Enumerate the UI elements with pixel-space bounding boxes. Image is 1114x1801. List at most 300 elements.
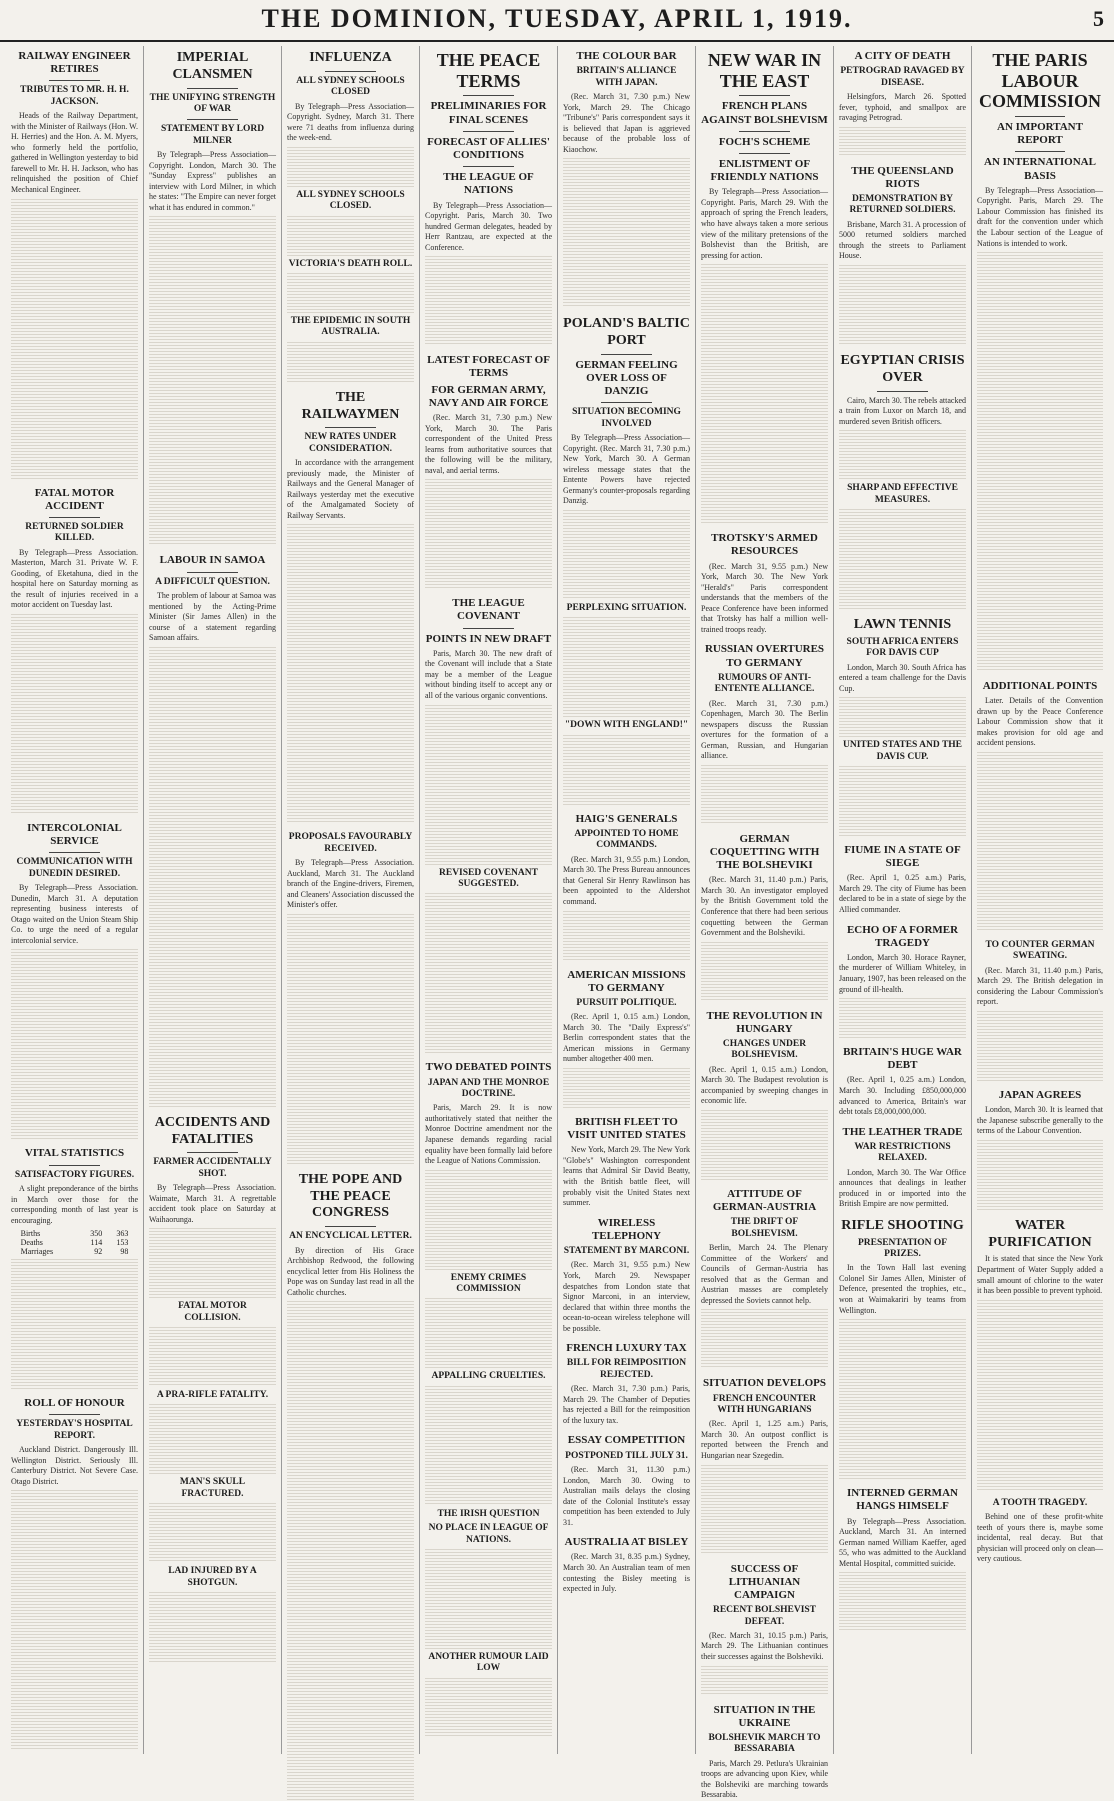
- article-trotsky: [701, 532, 828, 635]
- article-body: (Rec. March 31, 7.30 p.m.) Paris, March 29. The Chamber of Deputies has rejected a Bill for the reimposition of the luxury tax.: [563, 1384, 690, 1425]
- subheadline: RUSSIAN OVERTURES TO GERMANY: [704, 643, 825, 669]
- rule: [1015, 151, 1065, 152]
- article-body: The problem of labour at Samoa was mentioned by the Acting-Prime Minister (Sir James Allen) in the course of a statement regarding Samoan affairs.: [149, 591, 276, 643]
- article-body: Behind one of these profit-white teeth of yours there is, maybe some incidental, real decay. But that physician will proceed only on clean—very cautious.: [977, 1511, 1103, 1564]
- subheadline: "DOWN WITH ENGLAND!": [564, 720, 689, 731]
- table-cell: Births: [20, 1229, 41, 1239]
- article-covenant: [425, 597, 552, 1053]
- subheadline: FRENCH PLANS AGAINST BOLSHEVISM: [701, 100, 828, 126]
- subheadline: GERMAN COQUETTING WITH THE BOLSHEVIKI: [709, 832, 820, 872]
- text-block: [839, 998, 966, 1038]
- subheadline: RECENT BOLSHEVIST DEFEAT.: [712, 1605, 817, 1627]
- text-block: [425, 705, 552, 865]
- subheadline: FATAL MOTOR COLLISION.: [178, 1301, 247, 1323]
- table-row: [19, 1229, 131, 1238]
- subheadline: YESTERDAY'S HOSPITAL REPORT.: [16, 1419, 133, 1441]
- text-block: [701, 1465, 828, 1555]
- article-body: London, March 30. It is learned that the Japanese subscribe generally to the terms of the Labour Convention.: [977, 1105, 1103, 1136]
- column-5: [558, 46, 696, 1754]
- text-block: [149, 1503, 276, 1563]
- rule: [463, 131, 514, 132]
- article-body: (Rec. March 31, 9.55 p.m.) New York, March 29. Newspaper despatches from London state that Signor Marconi, in an interview, declared that within three months the ocean-to-ocean wireless telephone will be possible.: [563, 1260, 690, 1333]
- text-block: [839, 697, 966, 737]
- article-labour: [977, 50, 1103, 672]
- subheadline: ENLISTMENT OF FRIENDLY NATIONS: [710, 157, 819, 184]
- subheadline: LATEST FORECAST OF TERMS: [427, 354, 550, 380]
- article-body: Heads of the Railway Department, with the Minister of Railways (Hon. W. H. Herries) and the Hon. A. M. Myers, who formerly held the portfolio, gathered in Wellington yesterday to bid farewell to Mr. H. H. Jackson, who has relinquished the position of Chief Mechanical Engineer.: [11, 111, 138, 194]
- subheadline: TO COUNTER GERMAN SWEATING.: [985, 940, 1095, 962]
- subheadline: BOLSHEVIK MARCH TO BESSARABIA: [708, 1732, 821, 1755]
- table-cell: 98: [120, 1247, 129, 1257]
- headline: RIFLE SHOOTING: [841, 1217, 964, 1233]
- article-body: By Telegraph—Press Association—Copyright. Paris, March 29. The Labour Commission has finished its draft for the convention under which the Labour section of the League of Nations is intended to work.: [977, 185, 1103, 248]
- subheadline: JAPAN AGREES: [998, 1088, 1082, 1101]
- headline: IMPERIAL CLANSMEN: [172, 50, 253, 82]
- headline: INTERCOLONIAL SERVICE: [27, 821, 122, 848]
- article-body: (Rec. April 1, 0.15 a.m.) London, March 30. The "Daily Express's" Berlin correspondent states that the American missions in Germany number altogether 400 men.: [563, 1012, 690, 1064]
- article-city: [839, 50, 966, 157]
- text-block: [839, 265, 966, 345]
- subheadline: THE IRISH QUESTION: [437, 1508, 540, 1519]
- rule: [325, 427, 376, 428]
- article-body: Paris, March 30. The new draft of the Covenant will include that a State may be a member of the League without binding itself to accept any or all of the various organic conventions.: [425, 648, 552, 701]
- masthead-title: THE DOMINION, TUESDAY, APRIL 1, 1919.: [261, 4, 853, 33]
- subheadline: THE LEATHER TRADE: [842, 1125, 963, 1138]
- column-2: [144, 46, 282, 1754]
- headline: AMERICAN MISSIONS TO GERMANY: [567, 968, 686, 994]
- article-body: (Rec. March 31, 7.30 p.m.) Copenhagen, March 30. The Berlin newspapers discuss the Russian overtures for the formation of a German, Russian, and Hungarian alliance.: [701, 698, 828, 761]
- text-block: [701, 1110, 828, 1180]
- column-4: [420, 46, 558, 1754]
- rule: [187, 88, 238, 89]
- subheadline: TWO DEBATED POINTS: [425, 1061, 552, 1074]
- subheadline: FARMER ACCIDENTALLY SHOT.: [153, 1157, 272, 1179]
- text-block: [839, 127, 966, 157]
- headline: WIRELESS TELEPHONY: [591, 1216, 662, 1242]
- subheadline: SATISFACTORY FIGURES.: [14, 1169, 135, 1180]
- text-block: [977, 252, 1103, 672]
- rule: [49, 517, 100, 518]
- headline: VITAL STATISTICS: [24, 1147, 125, 1160]
- table-cell: 153: [116, 1238, 129, 1248]
- article-lithuanian: [701, 1563, 828, 1696]
- rule: [49, 1165, 100, 1166]
- article-tennis: [839, 617, 966, 836]
- article-body: By direction of His Grace Archbishop Redwood, the following encyclical letter from His Holiness the Pope was on Sunday last read in all the Catholic churches.: [287, 1245, 414, 1297]
- text-block: [839, 766, 966, 836]
- subheadline: THE LEAGUE OF NATIONS: [443, 171, 534, 197]
- article-body: By Telegraph—Press Association—Copyright. London, March 30. The "Sunday Express" publishes an interview with Lord Milner, in which he states: "The Empire can never forget what it has endured in common.": [149, 150, 276, 212]
- headline: HAIG'S GENERALS: [575, 812, 678, 825]
- article-pope: [287, 1172, 414, 1801]
- stats-table: [19, 1229, 131, 1256]
- text-block: [977, 1011, 1103, 1081]
- text-block: [149, 1592, 276, 1662]
- article-body: Auckland District. Dangerously Ill. Wellington District. Seriously Ill. Canterbury District. Not Severe Case. Otago District.: [11, 1445, 138, 1486]
- article-leather: [839, 1126, 966, 1210]
- subheadline: TROTSKY'S ARMED RESOURCES: [711, 532, 818, 558]
- rule: [187, 572, 238, 573]
- headline: ROLL OF HONOUR: [24, 1397, 125, 1410]
- article-proposals: [287, 832, 414, 1164]
- headline: LABOUR IN SAMOA: [159, 554, 266, 567]
- text-block: [149, 216, 276, 546]
- article-body: (Rec. March 31, 11.30 p.m.) London, March 30. Owing to Australian mails delays the closing date of the Colonial Institute's essay competition has been extended to July 31.: [563, 1464, 690, 1527]
- headline: EGYPTIAN CRISIS OVER: [840, 352, 965, 385]
- article-body: (Rec. April 1, 1.25 a.m.) Paris, March 30. An outpost conflict is reported between the French and Hungarian near Szegedin.: [701, 1419, 828, 1461]
- headline: A CITY OF DEATH: [854, 50, 951, 62]
- article-vital: [11, 1147, 138, 1389]
- subheadline: AN INTERNATIONAL BASIS: [984, 156, 1096, 182]
- subheadline: SUCCESS OF LITHUANIAN CAMPAIGN: [728, 1562, 801, 1601]
- article-situation: [701, 1377, 828, 1554]
- article-body: (Rec. March 31, 8.35 p.m.) Sydney, March 30. An Australian team of men contesting the Bisley meeting is expected in July.: [563, 1552, 690, 1594]
- text-block: [839, 1319, 966, 1479]
- article-body: (Rec. April 1, 0.15 a.m.) London, March 30. The Budapest revolution is accompanied by sweeping changes in economic life.: [701, 1064, 828, 1106]
- subheadline: REVISED COVENANT SUGGESTED.: [439, 867, 538, 889]
- article-american: [563, 969, 690, 1109]
- article-tooth: [977, 1498, 1103, 1565]
- article-luxury: [563, 1342, 690, 1426]
- subheadline: FIUME IN A STATE OF SIEGE: [844, 843, 961, 870]
- masthead: [0, 0, 1114, 42]
- article-coquetting: [701, 833, 828, 1002]
- table-cell: 350: [90, 1229, 103, 1239]
- headline: THE PARIS LABOUR COMMISSION: [978, 50, 1101, 112]
- article-body: By Telegraph—Press Association—Copyright. (Rec. March 31, 7.30 p.m.) New York, March 30. A German wireless message states that the Entente Powers have rejected Germany's counter-proposals regarding Danzig.: [563, 433, 690, 506]
- article-essay: [563, 1434, 690, 1528]
- headline: AUSTRALIA AT BISLEY: [564, 1536, 689, 1549]
- headline: RAILWAY ENGINEER RETIRES: [18, 50, 131, 76]
- article-water: [977, 1218, 1103, 1490]
- text-block: [839, 509, 966, 609]
- text-block: [701, 765, 828, 825]
- article-body: (Rec. March 31, 9.55 p.m.) London, March 30. The Press Bureau announces that General Sir Henry Rawlinson has been appointed to the Aldershot command.: [563, 854, 690, 906]
- rule: [325, 1226, 376, 1227]
- article-austria: [701, 1188, 828, 1369]
- headline: FRENCH LUXURY TAX: [566, 1342, 687, 1355]
- text-block: [701, 942, 828, 1002]
- subheadline: APPALLING CRUELTIES.: [431, 1371, 546, 1382]
- subheadline: THE LEAGUE COVENANT: [452, 597, 525, 623]
- text-block: [11, 1490, 138, 1750]
- subheadline: GERMAN FEELING OVER LOSS OF DANZIG: [575, 358, 678, 398]
- article-body: By Telegraph—Press Association. Dunedin, March 31. A deputation representing business interests of Otago waited on the Union Steam Ship Co. to urge the need of a regular intercolonial service.: [11, 883, 138, 945]
- subheadline: PRELIMINARIES FOR FINAL SCENES: [430, 100, 547, 126]
- article-forecast: [425, 354, 552, 589]
- headline: BRITISH FLEET TO VISIT UNITED STATES: [567, 1116, 686, 1142]
- article-body: By Telegraph—Press Association. Masterton, March 31. Private W. F. Gooding, of Eketahuna, died in the hospital here on Saturday morning as the result of injuries received in a motor accident on Tuesday last.: [11, 547, 138, 610]
- subheadline: ANOTHER RUMOUR LAID LOW: [428, 1651, 549, 1674]
- text-block: [287, 273, 414, 313]
- table-cell: Deaths: [20, 1238, 43, 1248]
- subheadline: PERPLEXING SITUATION.: [566, 603, 687, 614]
- subheadline: STATEMENT BY MARCONI.: [563, 1246, 690, 1257]
- article-poland: [563, 316, 690, 805]
- article-body: London, March 30. South Africa has entered a team challenge for the Davis Cup.: [839, 662, 966, 693]
- subheadline: THE EPIDEMIC IN SOUTH AUSTRALIA.: [290, 315, 411, 338]
- article-body: By Telegraph—Press Association. Auckland, March 31. The Auckland branch of the Engine-drivers, Firemen, and Cleaners' Association discussed the Minister's offer.: [287, 858, 414, 910]
- rule: [463, 166, 514, 167]
- subheadline: POINTS IN NEW DRAFT: [425, 632, 552, 645]
- page-number: 5: [1093, 6, 1104, 31]
- subheadline: DEMONSTRATION BY RETURNED SOLDIERS.: [849, 193, 956, 216]
- subheadline: BRITAIN'S ALLIANCE WITH JAPAN.: [576, 66, 677, 88]
- subheadline: INTERNED GERMAN HANGS HIMSELF: [847, 1487, 958, 1513]
- text-block: [287, 147, 414, 187]
- article-fleet: [563, 1116, 690, 1209]
- rule: [877, 391, 928, 392]
- subheadline: SITUATION IN THE UKRAINE: [713, 1703, 816, 1729]
- subheadline: AN ENCYCLICAL LETTER.: [289, 1231, 412, 1242]
- text-block: [287, 342, 414, 382]
- text-block: [563, 617, 690, 717]
- text-block: [425, 1298, 552, 1368]
- article-body: It is stated that since the New York Department of Water Supply added a small amount of chlorine to the water it has been possible to prevent typhoid.: [977, 1254, 1103, 1296]
- table-row: [19, 1238, 131, 1247]
- article-body: (Rec. March 31, 10.15 p.m.) Paris, March 29. The Lithuanian continues their successes against the Bolsheviki.: [701, 1630, 828, 1661]
- rule: [601, 402, 652, 403]
- headline: FATAL MOTOR ACCIDENT: [34, 486, 115, 512]
- rule: [463, 95, 514, 96]
- article-body: (Rec. March 31, 11.40 p.m.) Paris, March 30. An investigator employed by the British Government told the Conference that there had been serious coquetting between the German Government and the Bolsheviki.: [701, 875, 828, 938]
- article-hungary: [701, 1010, 828, 1180]
- article-body: Brisbane, March 31. A procession of 5000 returned soldiers marched through the streets to Parliament House.: [839, 219, 966, 261]
- headline: THE RAILWAYMEN: [301, 389, 400, 422]
- text-block: [149, 647, 276, 1107]
- text-block: [563, 158, 690, 308]
- subheadline: WAR RESTRICTIONS RELAXED.: [854, 1141, 951, 1164]
- article-body: Paris, March 29. It is now authoritatively stated that neither the Monroe Doctrine amendment nor the Japanese demands regarding racial equality have been formally laid before the League of Nations Commission.: [425, 1103, 552, 1166]
- rule: [49, 80, 100, 81]
- headline: POLAND'S BALTIC PORT: [563, 316, 690, 349]
- columns: [6, 46, 1108, 1800]
- subheadline: FRENCH ENCOUNTER WITH HUNGARIANS: [712, 1393, 817, 1415]
- subheadline: APPOINTED TO HOME COMMANDS.: [574, 828, 679, 851]
- text-block: [425, 1549, 552, 1649]
- subheadline: ALL SYDNEY SCHOOLS CLOSED.: [296, 189, 405, 212]
- article-body: London, March 30. The War Office announces that dealings in leather produced in or imported into the British Empire are now permitted.: [839, 1167, 966, 1209]
- subheadline: SOUTH AFRICA ENTERS FOR DAVIS CUP: [846, 636, 959, 659]
- subheadline: VICTORIA'S DEATH ROLL.: [288, 258, 413, 269]
- article-body: By Telegraph—Press Association. Waimate, March 31. A regrettable accident took place on Saturday at Waihaorunga.: [149, 1183, 276, 1224]
- article-accidents: [149, 1115, 276, 1662]
- headline: THE PEACE TERMS: [436, 50, 541, 91]
- headline: INFLUENZA: [309, 50, 392, 65]
- subheadline: RETURNED SOLDIER KILLED.: [25, 521, 124, 544]
- subheadline: JAPAN AND THE MONROE DOCTRINE.: [427, 1077, 550, 1099]
- article-peace: [425, 50, 552, 346]
- text-block: [563, 510, 690, 600]
- headline: LAWN TENNIS: [853, 616, 952, 632]
- article-bisley: [563, 1536, 690, 1594]
- article-body: In the Town Hall last evening Colonel Sir James Allen, Minister of Defence, presented the trophies, etc., won at Waimakariri by teams from Wellington.: [839, 1263, 966, 1315]
- article-colourbar: [563, 50, 690, 308]
- headline: WATER PURIFICATION: [988, 1217, 1092, 1250]
- subheadline: THE UNIFYING STRENGTH OF WAR: [149, 92, 276, 114]
- rule: [739, 131, 790, 132]
- article-influenza: [287, 50, 414, 382]
- article-haig: [563, 813, 690, 961]
- subheadline: ECHO OF A FORMER TRAGEDY: [846, 923, 959, 949]
- article-egypt: [839, 353, 966, 609]
- article-interned: [839, 1487, 966, 1632]
- article-body: By Telegraph—Press Association—Copyright. Sydney, March 31. There were 71 deaths from influenza during the week-end.: [287, 101, 414, 143]
- article-tragedy: [839, 924, 966, 1039]
- headline: NEW WAR IN THE EAST: [707, 50, 822, 91]
- subheadline: PURSUIT POLITIQUE.: [576, 997, 677, 1008]
- text-block: [701, 1666, 828, 1696]
- article-fiume: [839, 844, 966, 916]
- text-block: [425, 1386, 552, 1506]
- article-fatal: [11, 487, 138, 814]
- text-block: [11, 949, 138, 1139]
- subheadline: PETROGRAD RAVAGED BY DISEASE.: [840, 66, 965, 88]
- article-body: In accordance with the arrangement previously made, the Minister of Railways and the General Manager of Railways yesterday met the executive of the Amalgamated Society of Railway Servants.: [287, 458, 414, 520]
- subheadline: COMMUNICATION WITH DUNEDIN DESIRED.: [16, 857, 133, 879]
- text-block: [149, 1404, 276, 1474]
- column-1: [6, 46, 144, 1754]
- article-body: (Rec. March 31, 7.30 p.m.) New York, March 30. The Paris correspondent of the United Press learns from authoritative sources that the following will be the military, naval, and aerial terms.: [425, 412, 552, 475]
- column-8: [972, 46, 1108, 1754]
- table-row: [19, 1247, 131, 1256]
- subheadline: ENEMY CRIMES COMMISSION: [450, 1272, 527, 1294]
- text-block: [977, 1300, 1103, 1490]
- subheadline: SITUATION BECOMING INVOLVED: [572, 407, 681, 429]
- subheadline: UNITED STATES AND THE DAVIS CUP.: [842, 740, 963, 762]
- text-block: [563, 735, 690, 805]
- rule: [1015, 116, 1065, 117]
- subheadline: A PRA-RIFLE FATALITY.: [156, 1390, 269, 1401]
- subheadline: LAD INJURED BY A SHOTGUN.: [168, 1566, 257, 1588]
- article-body: London, March 30. Horace Rayner, the murderer of William Whiteley, in January, 1907, has been released on the ground of ill-health.: [839, 952, 966, 994]
- text-block: [563, 911, 690, 961]
- article-body: (Rec. April 1, 0.25 a.m.) London, March 30. Including £850,000,000 advanced to America, Britain's war debt totals £8,000,000,000.: [839, 1075, 966, 1117]
- subheadline: CHANGES UNDER BOLSHEVISM.: [722, 1039, 807, 1061]
- article-body: (Rec. March 31, 11.40 p.m.) Paris, March 29. The British delegation in considering the Labour Commission's report.: [977, 965, 1103, 1007]
- article-body: Cairo, March 30. The rebels attacked a train from Luxor on March 18, and murdered seven British officers.: [839, 395, 966, 426]
- rule: [49, 1414, 100, 1415]
- headline: THE COLOUR BAR: [576, 50, 677, 62]
- text-block: [425, 1170, 552, 1270]
- article-intercolonial: [11, 822, 138, 1139]
- table-cell: 92: [94, 1247, 103, 1257]
- text-block: [425, 256, 552, 346]
- subheadline: ADDITIONAL POINTS: [982, 680, 1098, 693]
- text-block: [425, 893, 552, 1053]
- rule: [463, 628, 514, 629]
- article-body: A slight preponderance of the births in March over those for the corresponding month of last year is encouraging.: [11, 1183, 138, 1225]
- subheadline: FOCH'S SCHEME: [718, 135, 811, 148]
- text-block: [839, 1572, 966, 1632]
- article-body: By Telegraph—Press Association—Copyright. Paris, March 29. With the approach of spring the French leaders, who have always taken a more serious view of the military pretensions of the Bolshevist than the British, are pressing for action.: [701, 187, 828, 260]
- article-imperial: [149, 50, 276, 546]
- article-ukraine: [701, 1704, 828, 1801]
- text-block: [287, 914, 414, 1164]
- subheadline: MAN'S SKULL FRACTURED.: [179, 1477, 246, 1499]
- headline: ACCIDENTS AND FATALITIES: [154, 1114, 271, 1147]
- column-6: [696, 46, 834, 1800]
- column-3: [282, 46, 420, 1754]
- subheadline: PROPOSALS FAVOURABLY RECEIVED.: [288, 832, 413, 854]
- article-samoa: [149, 554, 276, 1106]
- text-block: [977, 1140, 1103, 1210]
- subheadline: BRITAIN'S HUGE WAR DEBT: [843, 1046, 962, 1072]
- article-railwaymen: [287, 390, 414, 825]
- article-body: New York, March 29. The New York "Globe's" Washington correspondent learns that Admiral Sir David Beatty, with the British battle fleet, will probably visit the United States next summer.: [563, 1145, 690, 1208]
- text-block: [287, 1301, 414, 1801]
- subheadline: PRESENTATION OF PRIZES.: [857, 1237, 948, 1259]
- text-block: [563, 1068, 690, 1108]
- article-roll: [11, 1397, 138, 1750]
- subheadline: AN IMPORTANT REPORT: [997, 121, 1083, 147]
- article-body: (Rec. March 31, 7.30 p.m.) New York, March 29. The Chicago "Tribune's" Paris correspondent says it is believed that Japan is aggrieved because of the probable loss of Kiaochow.: [563, 91, 690, 154]
- text-block: [977, 752, 1103, 932]
- text-block: [11, 1259, 138, 1389]
- rule: [739, 153, 790, 154]
- table-cell: 114: [90, 1238, 103, 1248]
- subheadline: ALL SYDNEY SCHOOLS CLOSED: [296, 75, 405, 98]
- article-wireless: [563, 1217, 690, 1335]
- subheadline: RUMOURS OF ANTI-ENTENTE ALLIANCE.: [714, 672, 815, 695]
- article-body: Paris, March 29. Petlura's Ukrainian troops are advancing upon Kiev, while the Bolsheviki are marching towards Bessarabia.: [701, 1758, 828, 1800]
- text-block: [701, 264, 828, 524]
- headline: THE QUEENSLAND RIOTS: [851, 164, 954, 190]
- article-japan: [977, 1089, 1103, 1210]
- text-block: [839, 430, 966, 480]
- subheadline: A DIFFICULT QUESTION.: [155, 576, 270, 587]
- article-body: Helsingfors, March 26. Spotted fever, typhoid, and smallpox are ravaging Petrograd.: [839, 91, 966, 123]
- rule: [739, 95, 790, 96]
- subheadline: THE DRIFT OF BOLSHEVISM.: [730, 1217, 799, 1239]
- subheadline: FORECAST OF ALLIES' CONDITIONS: [427, 135, 550, 161]
- article-body: Later. Details of the Convention drawn up by the Peace Conference Labour Commission show that it makes provision for old age and accident pensions.: [977, 696, 1103, 748]
- article-body: (Rec. March 31, 9.55 p.m.) New York, March 30. The New York "Herald's" Paris correspondent understands that the members of the Peace Conference have been informed that Trotsky has half a million well-trained troops ready.: [701, 561, 828, 634]
- text-block: [287, 524, 414, 824]
- rule: [187, 119, 238, 120]
- article-railway: [11, 50, 138, 479]
- subheadline: POSTPONED TILL JULY 31.: [565, 1450, 688, 1461]
- subheadline: SITUATION DEVELOPS: [703, 1377, 826, 1390]
- article-russian: [701, 643, 828, 824]
- rule: [325, 71, 376, 72]
- article-body: Berlin, March 24. The Plenary Committee of the Workers' and Councils of German-Austria has resolved that as the German and Austrian masses are completely depressed the Soviets cannot help.: [701, 1243, 828, 1305]
- text-block: [11, 614, 138, 814]
- article-debated: [425, 1061, 552, 1737]
- rule: [49, 852, 100, 853]
- subheadline: ATTITUDE OF GERMAN-AUSTRIA: [712, 1187, 817, 1214]
- subheadline: THE REVOLUTION IN HUNGARY: [706, 1009, 823, 1035]
- subheadline: A TOOTH TRAGEDY.: [992, 1497, 1088, 1508]
- article-newwar: [701, 50, 828, 524]
- article-body: By Telegraph—Press Association. Auckland, March 31. An interned German named William Kaeffer, aged 55, who was admitted to the Auckland Mental Hospital, committed suicide.: [839, 1516, 966, 1568]
- text-block: [287, 216, 414, 256]
- article-debt: [839, 1046, 966, 1118]
- article-provisions: [977, 680, 1103, 932]
- text-block: [149, 1327, 276, 1387]
- subheadline: NEW RATES UNDER CONSIDERATION.: [304, 432, 397, 454]
- article-body: (Rec. April 1, 0.25 a.m.) Paris, March 29. The city of Fiume has been declared to be in a state of siege by the Allied commander.: [839, 873, 966, 914]
- table-cell: Marriages: [20, 1247, 54, 1257]
- text-block: [149, 1228, 276, 1298]
- subheadline: NO PLACE IN LEAGUE OF NATIONS.: [428, 1523, 549, 1545]
- text-block: [701, 1309, 828, 1369]
- article-sweating: [977, 940, 1103, 1081]
- column-7: [834, 46, 972, 1754]
- text-block: [425, 1678, 552, 1738]
- headline: THE POPE AND THE PEACE CONGRESS: [298, 1171, 403, 1221]
- headline: ESSAY COMPETITION: [567, 1434, 686, 1447]
